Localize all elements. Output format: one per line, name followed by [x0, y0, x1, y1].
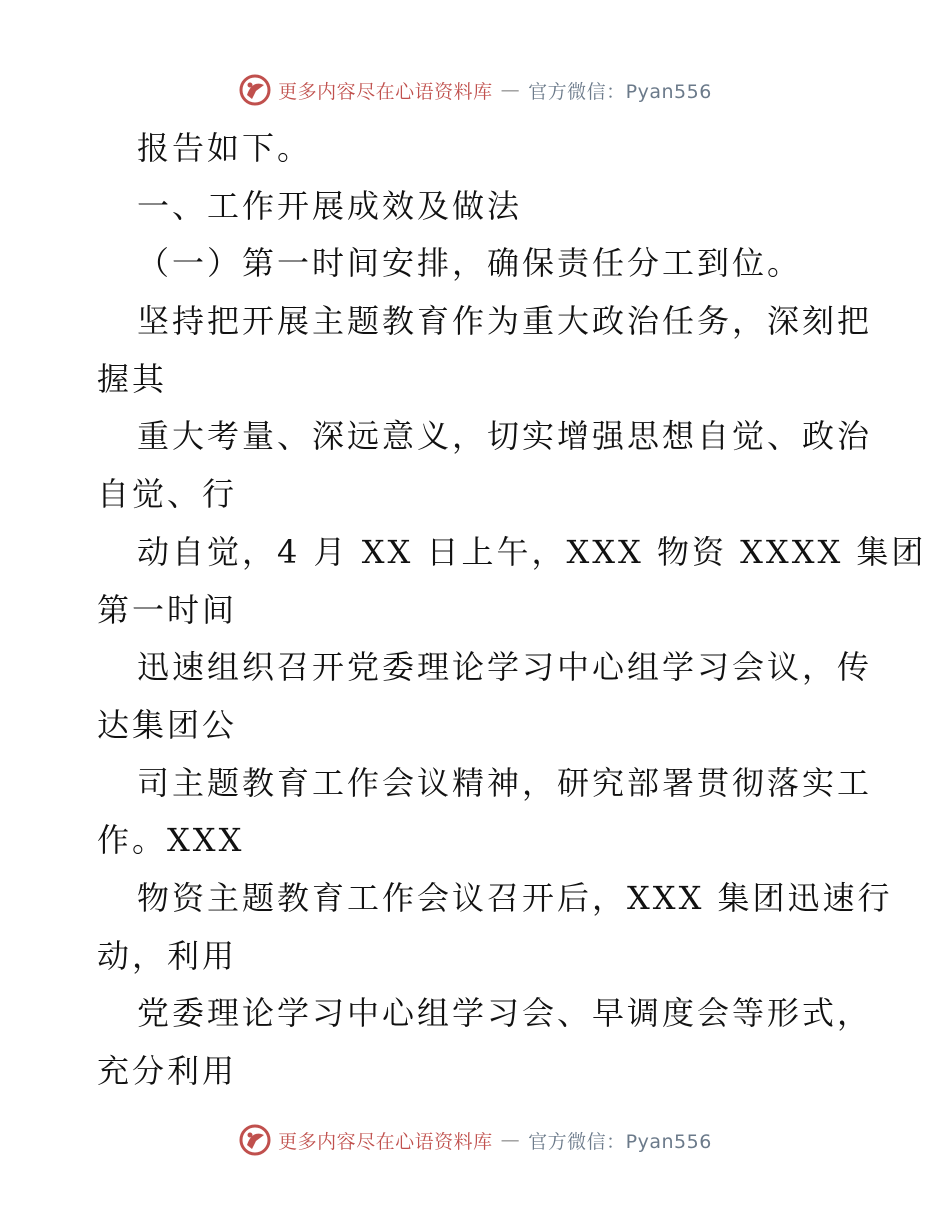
doc-line: 坚持把开展主题教育作为重大政治任务，深刻把	[137, 302, 873, 341]
footer-watermark	[0, 1120, 950, 1160]
brand-logo-icon	[238, 1123, 272, 1157]
doc-line: 党委理论学习中心组学习会、早调度会等形式，	[137, 994, 873, 1033]
watermark-wechat-text: 官方微信：Pyan556	[528, 1130, 712, 1153]
watermark-wechat-text: 官方微信：Pyan556	[528, 80, 712, 103]
doc-line: 作。XXX	[97, 821, 245, 860]
doc-line: 达集团公	[97, 705, 238, 744]
doc-line: 重大考量、深远意义，切实增强思想自觉、政治	[137, 417, 873, 456]
subsection-heading: （一）第一时间安排，确保责任分工到位。	[137, 244, 803, 283]
doc-line: 动，利用	[97, 936, 238, 975]
section-heading: 一、工作开展成效及做法	[137, 186, 523, 225]
document-body	[97, 120, 927, 1101]
doc-line: 握其	[97, 359, 168, 398]
doc-line: 动自觉，4 月 XX 日上午，XXX 物资 XXXX 集团	[137, 532, 927, 571]
doc-line: 物资主题教育工作会议召开后，XXX 集团迅速行	[137, 878, 893, 917]
doc-line: 第一时间	[97, 590, 238, 629]
header-watermark	[0, 70, 950, 110]
brand-logo-icon	[238, 73, 272, 107]
doc-line: 自觉、行	[97, 475, 238, 514]
watermark-brand-text: 更多内容尽在心语资料库	[278, 1130, 493, 1153]
watermark-dash: —	[500, 1129, 521, 1151]
doc-line: 充分利用	[97, 1052, 238, 1090]
watermark-dash: —	[500, 79, 521, 101]
doc-line: 报告如下。	[137, 129, 313, 167]
doc-line: 司主题教育工作会议精神，研究部署贯彻落实工	[137, 763, 873, 802]
doc-line: 迅速组织召开党委理论学习中心组学习会议，传	[137, 648, 873, 687]
watermark-brand-text: 更多内容尽在心语资料库	[278, 80, 493, 103]
